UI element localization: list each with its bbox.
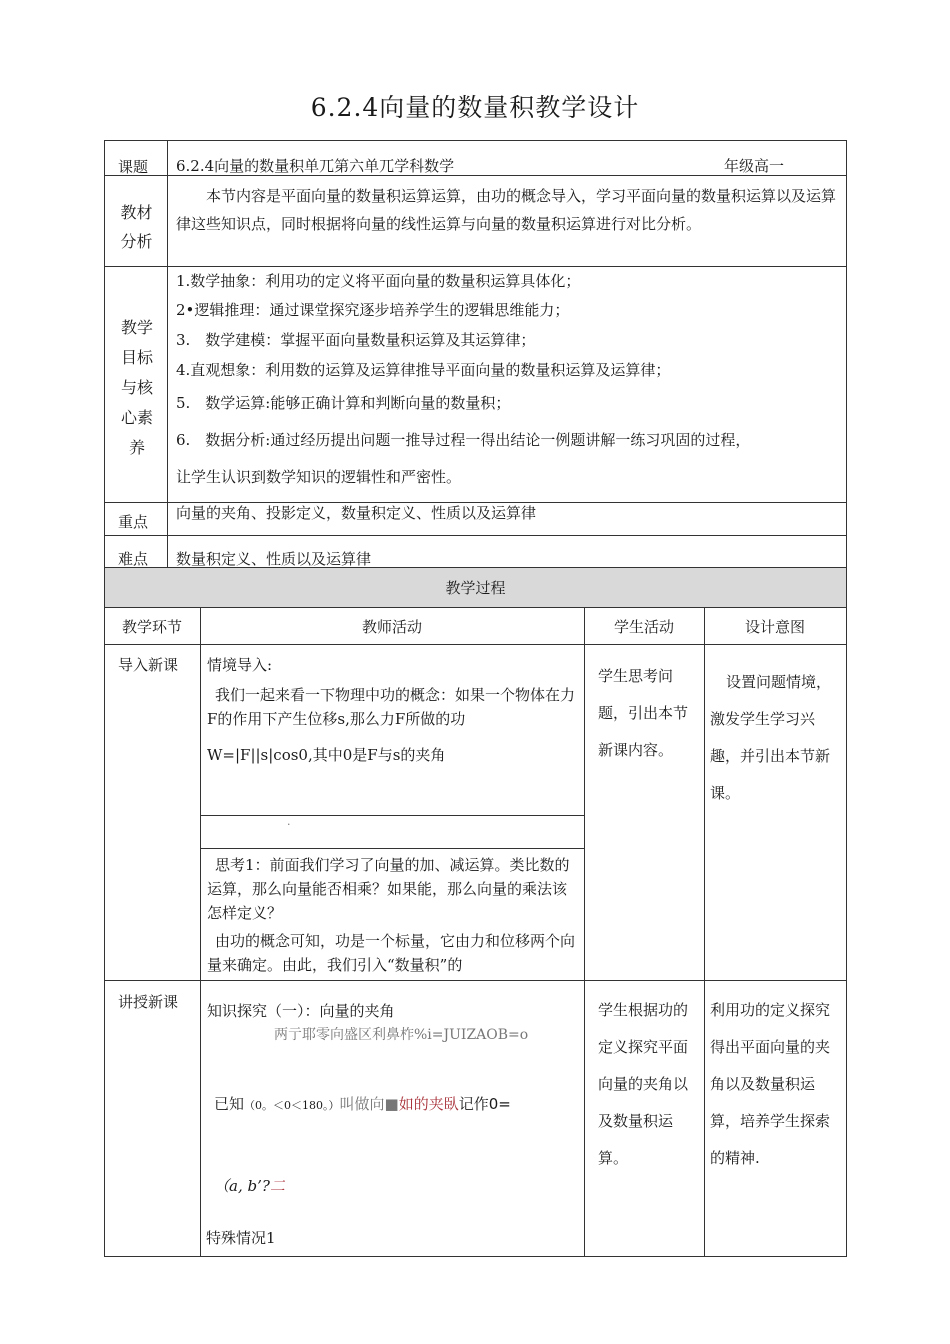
lecture-special: 特殊情况1 — [206, 1229, 276, 1247]
intro-teacher-heading: 情境导入: — [207, 656, 273, 674]
table-line — [104, 266, 847, 267]
known-c: 叫做向 — [339, 1095, 385, 1113]
col-header-intent: 设计意图 — [744, 618, 805, 636]
ab-b: 二 — [269, 1177, 285, 1195]
table-line — [104, 140, 847, 141]
ab-line — [214, 1176, 285, 1196]
table-line — [200, 607, 201, 1257]
known-e: 如的夹臥 — [398, 1095, 459, 1113]
intro-student: 学生思考问题，引出本节新课内容。 — [598, 667, 689, 759]
page-title: 6.2.4向量的数量积教学设计 — [310, 93, 640, 122]
lecture-intent: 利用功的定义探究得出平面向量的夹角以及数量积运算，培养学生探索的精神. — [710, 1001, 831, 1167]
table-line — [104, 140, 105, 1257]
table-line — [104, 1256, 847, 1257]
goal-1: 1.数学抽象：利用功的定义将平面向量的数量积运算具体化； — [176, 272, 581, 290]
table-line — [104, 535, 847, 536]
known-a: 已知 — [214, 1095, 245, 1113]
key-label: 重点 — [118, 513, 149, 531]
table-line — [704, 607, 705, 1257]
material-label: 教材分析 — [120, 203, 153, 251]
goal-3: 3. 数学建模：掌握平面向量数量积运算及其运算律； — [176, 331, 536, 349]
table-line — [104, 607, 847, 608]
table-line — [846, 140, 847, 1257]
known-b: （0。＜0＜180。） — [244, 1099, 340, 1112]
lecture-garbled-line: 两亍耶零向盛区利鼻柞%i=JUIZAOB=o — [274, 1027, 529, 1043]
topic-value: 6.2.4向量的数量积单兀第六单兀学科数学 — [176, 157, 455, 175]
lecture-stage: 讲授新课 — [118, 993, 179, 1011]
difficult-text: 数量积定义、性质以及运算律 — [176, 550, 372, 568]
col-header-stage: 教学环节 — [121, 618, 182, 636]
lecture-student: 学生根据功的定义探究平面向量的夹角以及数量积运算。 — [598, 1001, 689, 1167]
known-f: 记作0= — [458, 1095, 511, 1113]
key-text: 向量的夹角、投影定义，数量积定义、性质以及运算律 — [176, 504, 537, 522]
intro-stage: 导入新课 — [118, 656, 179, 674]
intro-formula: W=|F||s|cos0,其中0是F与s的夹角 — [207, 746, 446, 764]
difficult-label: 难点 — [118, 550, 149, 568]
intro-teacher-p1: 我们一起来看一下物理中功的概念：如果一个物体在力F的作用下产生位移s,那么力F所做的功 — [207, 686, 576, 728]
intro-intent: 设置问题情境，激发学生学习兴趣，并引出本节新课。 — [710, 673, 832, 802]
table-line — [200, 848, 584, 849]
ab-a: （a, b’? — [214, 1177, 270, 1195]
goal-4: 4.直观想象：利用数的运算及运算律推导平面向量的数量积运算及运算律； — [176, 361, 671, 379]
goal-7: 让学生认识到数学知识的逻辑性和严密性。 — [176, 468, 462, 486]
intro-think: 思考1：前面我们学习了向量的加、减运算。类比数的运算，那么向量能否相乘？如果能，那么向量的乘法该怎样定义？ — [207, 856, 570, 922]
table-line — [167, 140, 168, 567]
table-line — [104, 644, 847, 645]
known-d: ■ — [384, 1095, 399, 1113]
goal-2: 2•逻辑推理：通过课堂探究逐步培养学生的逻辑思维能力； — [176, 301, 570, 319]
table-line — [200, 815, 584, 816]
goal-5: 5. 数学运算:能够正确计算和判断向量的数量积； — [176, 394, 511, 412]
goal-6: 6. 数据分析:通过经历提出问题一推导过程一得出结论一例题讲解一练习巩固的过程， — [176, 431, 751, 449]
intro-think-2: 由功的概念可知，功是一个标量，它由力和位移两个向量来确定。由此，我们引入“数量积”的 — [207, 932, 576, 974]
table-line — [584, 607, 585, 1257]
grade-value: 年级高一 — [724, 157, 785, 175]
material-text: 本节内容是平面向量的数量积运算运算，由功的概念导入，学习平面向量的数量积运算以及运算律这些知识点，同时根据将向量的线性运算与向量的数量积运算进行对比分析。 — [176, 187, 837, 233]
col-header-teacher: 教师活动 — [361, 618, 422, 636]
col-header-student: 学生活动 — [613, 618, 674, 636]
lecture-teacher-heading: 知识探究（一）：向量的夹角 — [207, 1002, 395, 1020]
topic-label: 课题 — [118, 158, 149, 176]
intro-dot: · — [287, 818, 291, 831]
table-line — [104, 980, 847, 981]
known-line — [214, 1094, 511, 1116]
process-header: 教学过程 — [445, 579, 506, 597]
goals-label: 教学目标与核心素养 — [120, 318, 153, 457]
